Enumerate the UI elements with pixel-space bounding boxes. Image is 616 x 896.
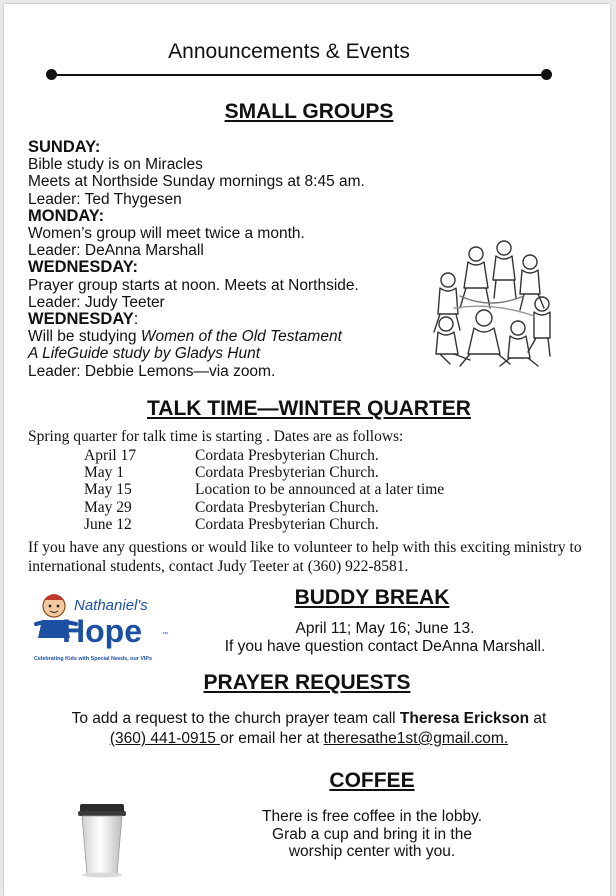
talk-time-heading: TALK TIME—WINTER QUARTER bbox=[147, 397, 471, 420]
schedule-date: May 15 bbox=[84, 481, 132, 499]
small-groups-list bbox=[28, 139, 428, 380]
talk-time-footer: If you have any questions or would like to volunteer to help with this exciting ministry to international students, contact Judy Teeter at (360) 922-8581. bbox=[28, 539, 582, 575]
buddy-break-heading: BUDDY BREAK bbox=[294, 586, 450, 609]
group-line: Leader: Judy Teeter bbox=[28, 293, 165, 311]
group-line: Will be studying Women of the Old Testament bbox=[28, 328, 342, 346]
group-line: Leader: Ted Thygesen bbox=[28, 190, 182, 208]
book-title: Women of the Old Testament bbox=[140, 328, 342, 346]
schedule-location: Cordata Presbyterian Church. bbox=[195, 464, 379, 482]
buddy-break-text bbox=[200, 620, 570, 655]
coffee-cup-icon bbox=[74, 798, 130, 878]
bulletin-page bbox=[4, 4, 610, 896]
prayer-phone[interactable]: (360) 441-0915 bbox=[109, 730, 221, 747]
header-divider bbox=[50, 74, 546, 76]
group-discussion-illustration bbox=[424, 232, 564, 372]
schedule-date: May 1 bbox=[84, 464, 125, 482]
logo-tagline: Celebrating Kids with Special Needs, our VIPs bbox=[34, 656, 153, 662]
schedule-location: Location to be announced at a later time bbox=[195, 481, 445, 499]
schedule-location: Cordata Presbyterian Church. bbox=[195, 498, 379, 516]
divider-dot-right bbox=[541, 69, 552, 80]
group-line: Leader: Debbie Lemons—via zoom. bbox=[28, 362, 276, 380]
group-day: SUNDAY: bbox=[28, 138, 101, 156]
prayer-email-link[interactable]: theresathe1st@gmail.com. bbox=[323, 730, 509, 747]
page-title: Announcements & Events bbox=[168, 40, 410, 63]
book-subtitle: A LifeGuide study by Gladys Hunt bbox=[28, 345, 261, 363]
divider-dot-left bbox=[46, 69, 57, 80]
coffee-heading: COFFEE bbox=[329, 769, 415, 792]
schedule-date: May 29 bbox=[84, 498, 132, 516]
logo-word: Hope bbox=[62, 613, 142, 649]
group-line: Prayer group starts at noon. Meets at Northside. bbox=[28, 276, 359, 294]
schedule-date: April 17 bbox=[84, 447, 137, 464]
group-line: Meets at Northside Sunday mornings at 8:45 am. bbox=[28, 173, 365, 191]
prayer-requests-heading: PRAYER REQUESTS bbox=[203, 671, 411, 694]
logo-tm: ™ bbox=[162, 632, 168, 638]
group-day: WEDNESDAY: bbox=[28, 310, 139, 329]
schedule-location: Cordata Presbyterian Church. bbox=[195, 515, 379, 533]
group-line: Women’s group will meet twice a month. bbox=[28, 225, 305, 243]
buddy-break-dates: April 11; May 16; June 13. bbox=[295, 620, 475, 637]
group-line: Bible study is on Miracles bbox=[28, 156, 203, 174]
prayer-requests-text: To add a request to the church prayer team call Theresa Erickson at (360) 441-0915 or email her at theresathe1st@gmail.com. bbox=[71, 710, 547, 747]
schedule-location: Cordata Presbyterian Church. bbox=[195, 447, 379, 464]
group-line bbox=[28, 345, 428, 362]
small-groups-heading: SMALL GROUPS bbox=[224, 100, 394, 123]
group-day: MONDAY: bbox=[28, 206, 105, 225]
schedule-date: June 12 bbox=[84, 515, 132, 533]
group-day: WEDNESDAY: bbox=[28, 258, 139, 277]
group-line: Leader: DeAnna Marshall bbox=[28, 242, 204, 260]
coffee-text: There is free coffee in the lobby. Grab a cup and bring it in the worship center with you. bbox=[262, 808, 482, 860]
logo-name: Nathaniel's bbox=[74, 597, 148, 614]
talk-time-intro: Spring quarter for talk time is starting . Dates are as follows: bbox=[28, 428, 404, 445]
buddy-break-contact: If you have question contact DeAnna Marshall. bbox=[224, 637, 546, 655]
prayer-contact-name: Theresa Erickson bbox=[399, 710, 530, 727]
nathaniels-hope-logo bbox=[32, 588, 182, 668]
